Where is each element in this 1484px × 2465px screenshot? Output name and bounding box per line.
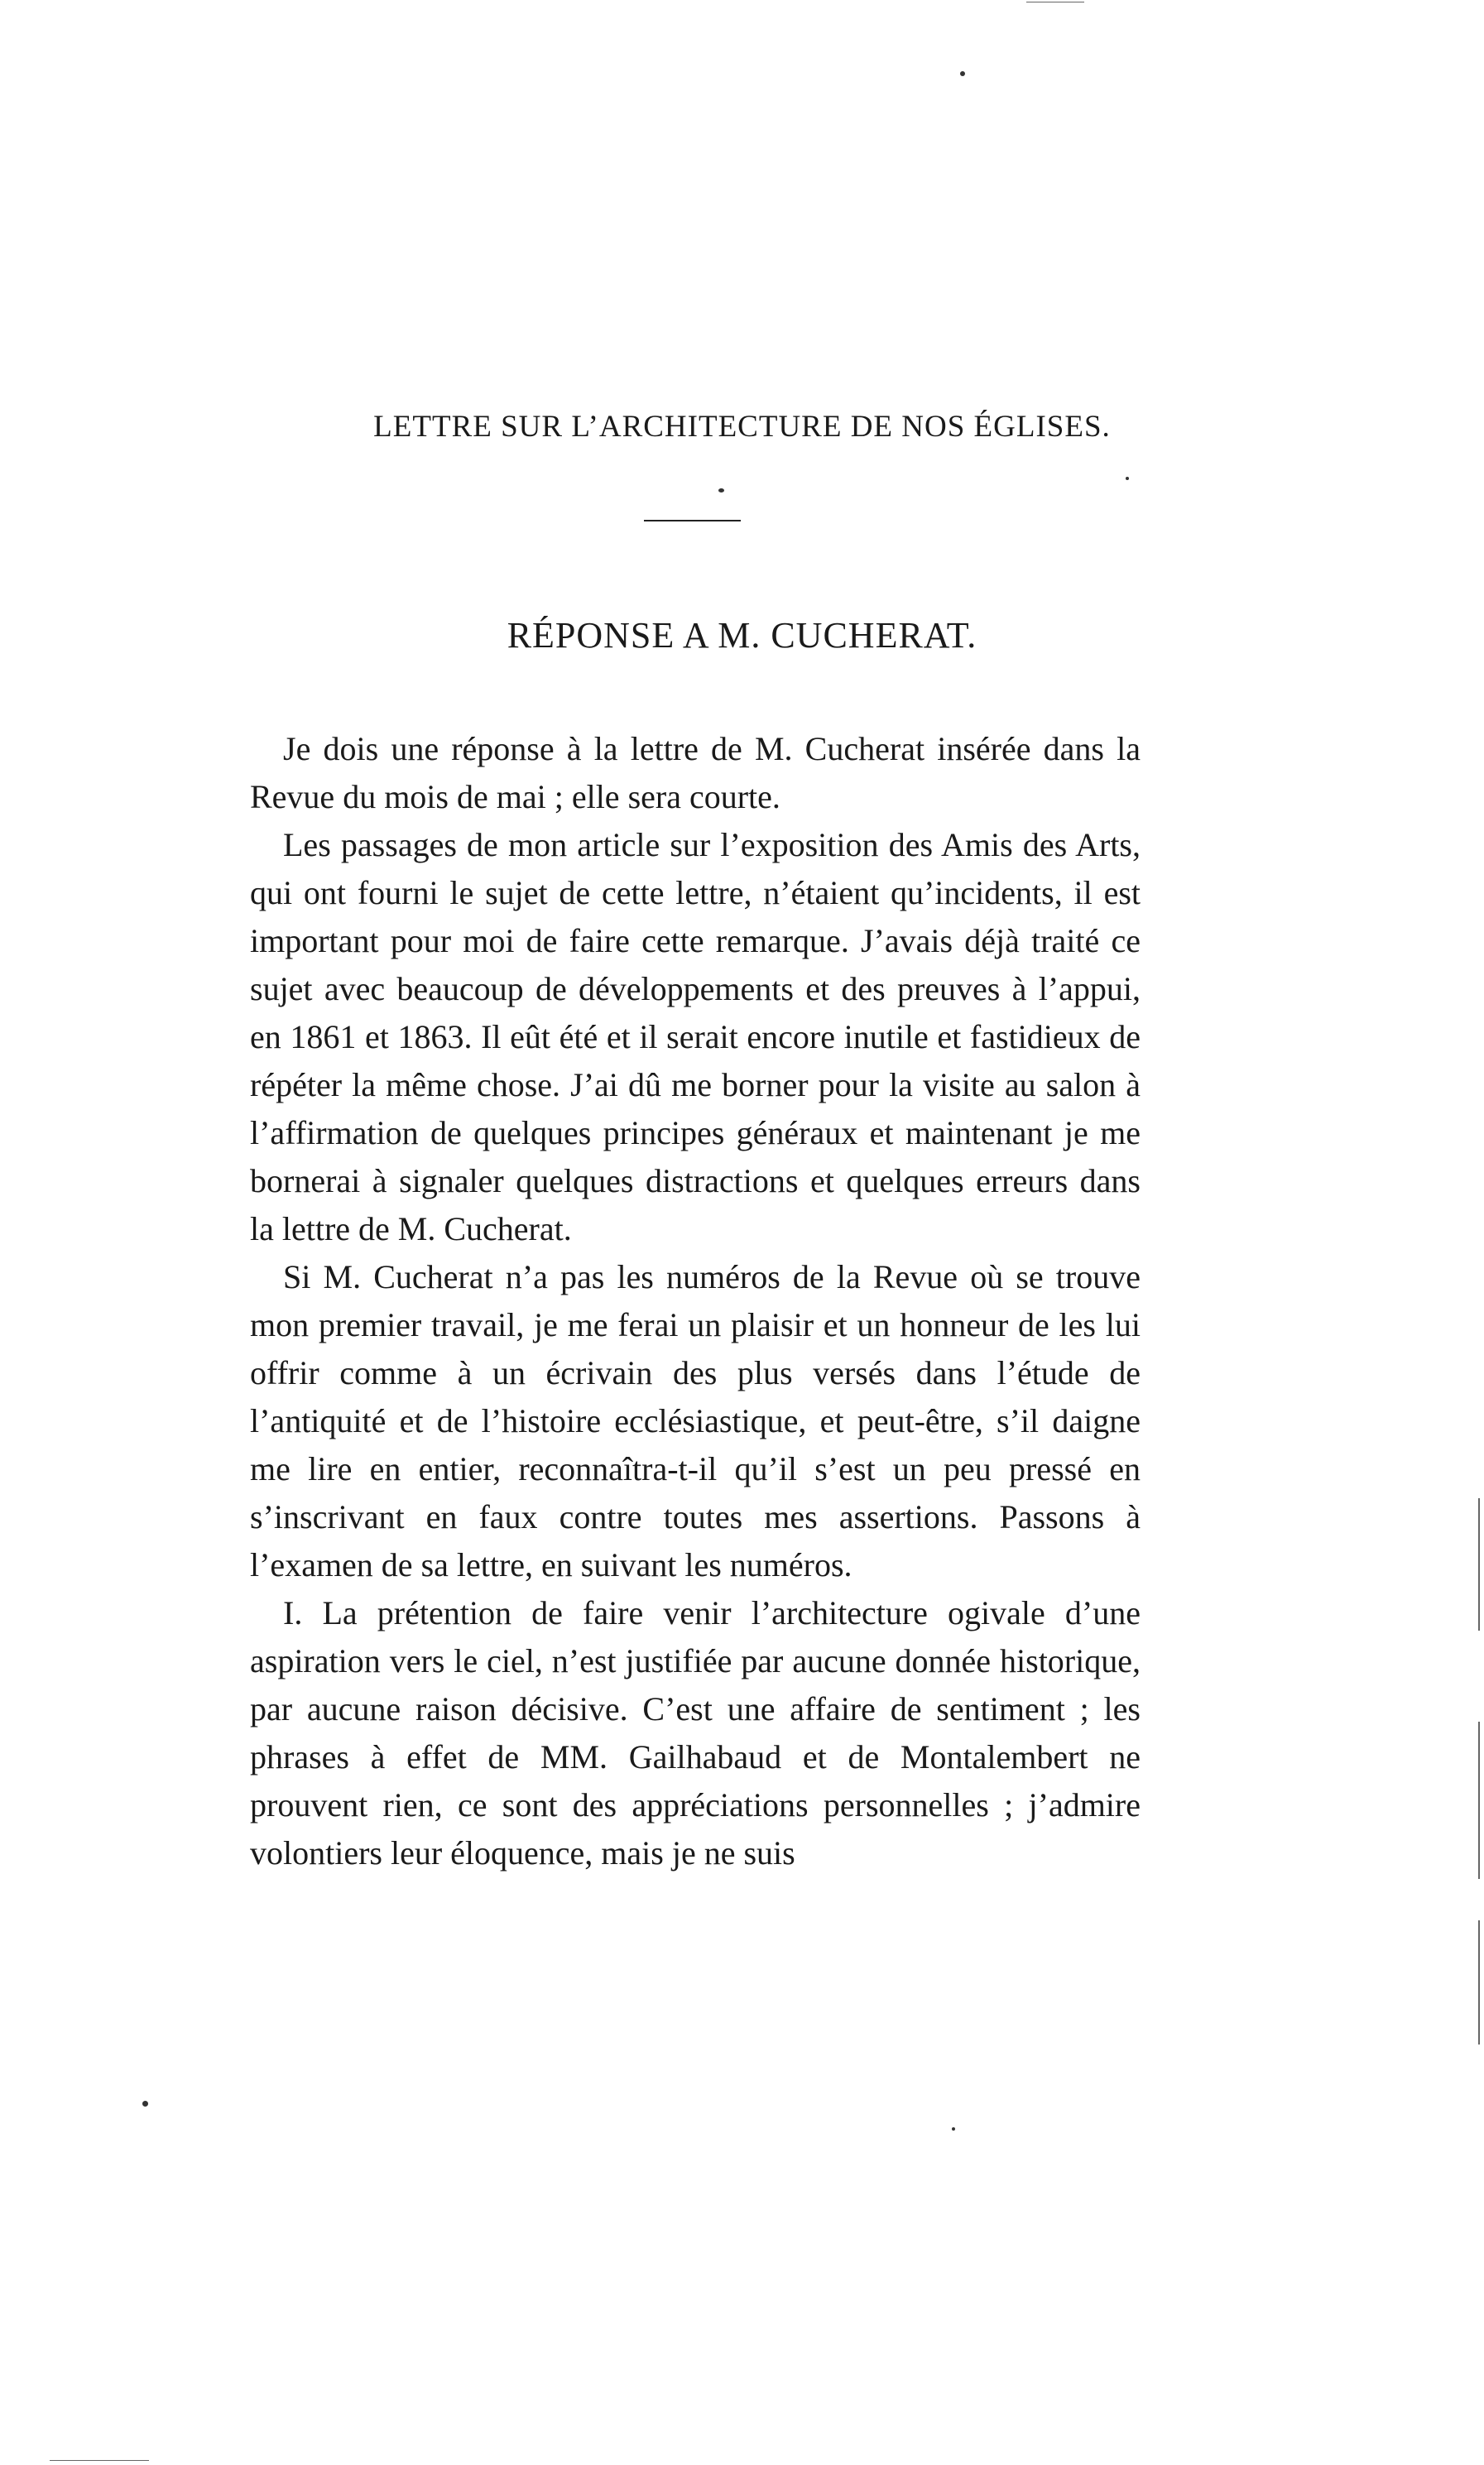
running-title: LETTRE SUR L’ARCHITECTURE DE NOS ÉGLISES. bbox=[373, 410, 1111, 444]
body-text bbox=[250, 725, 1141, 1877]
scan-speck bbox=[952, 2127, 955, 2131]
section-title: RÉPONSE A M. CUCHERAT. bbox=[507, 615, 977, 656]
scan-speck bbox=[718, 488, 724, 493]
scan-edge-mark bbox=[1478, 1498, 1480, 1631]
scan-speck bbox=[142, 2101, 148, 2107]
scan-speck bbox=[1126, 477, 1129, 480]
paragraph-4: I. La prétention de faire venir l’architecture ogivale d’une aspiration vers le ciel, n’est justifiée par aucune donnée historique, par aucune raison décisive. C’est une affaire de sentiment ; les phrases à effet de MM. Gailhabaud et de Montalembert ne prouvent rien, ce sont des appréciations personnelles ; j’admire volontiers leur éloquence, mais je ne suis bbox=[250, 1594, 1141, 1872]
scan-speck bbox=[960, 71, 965, 76]
paragraph-2: Les passages de mon article sur l’exposition des Amis des Arts, qui ont fourni le sujet de cette lettre, n’étaient qu’incidents, il est important pour moi de faire cette remarque. J’avais déjà traité ce sujet avec beaucoup de développements et des preuves à l’appui, en 1861 et 1863. Il eût été et il serait encore inutile et fastidieux de répéter la même chose. J’ai dû me borner pour la visite au salon à l’affirmation de quelques principes généraux et maintenant je me bornerai à signaler quelques distractions et quelques erreurs dans la lettre de M. Cucherat. bbox=[250, 826, 1141, 1247]
title-separator-rule bbox=[644, 520, 741, 521]
scan-edge-mark bbox=[1478, 1722, 1480, 1879]
paragraph-1: Je dois une réponse à la lettre de M. Cucherat insérée dans la Revue du mois de mai ; elle sera courte. bbox=[250, 730, 1141, 815]
paragraph-3: Si M. Cucherat n’a pas les numéros de la Revue où se trouve mon premier travail, je me ferai un plaisir et un honneur de les lui offrir comme à un écrivain des plus versés dans l’étude de l’antiquité et de l’histoire ecclésiastique, et peut-être, s’il daigne me lire en entier, reconnaîtra-t-il qu’il s’est un peu pressé en s’inscrivant en faux contre toutes mes assertions. Passons à l’examen de sa lettre, en suivant les numéros. bbox=[250, 1258, 1141, 1583]
scan-edge-mark bbox=[50, 2460, 149, 2461]
scan-edge-mark bbox=[1478, 1920, 1480, 2045]
